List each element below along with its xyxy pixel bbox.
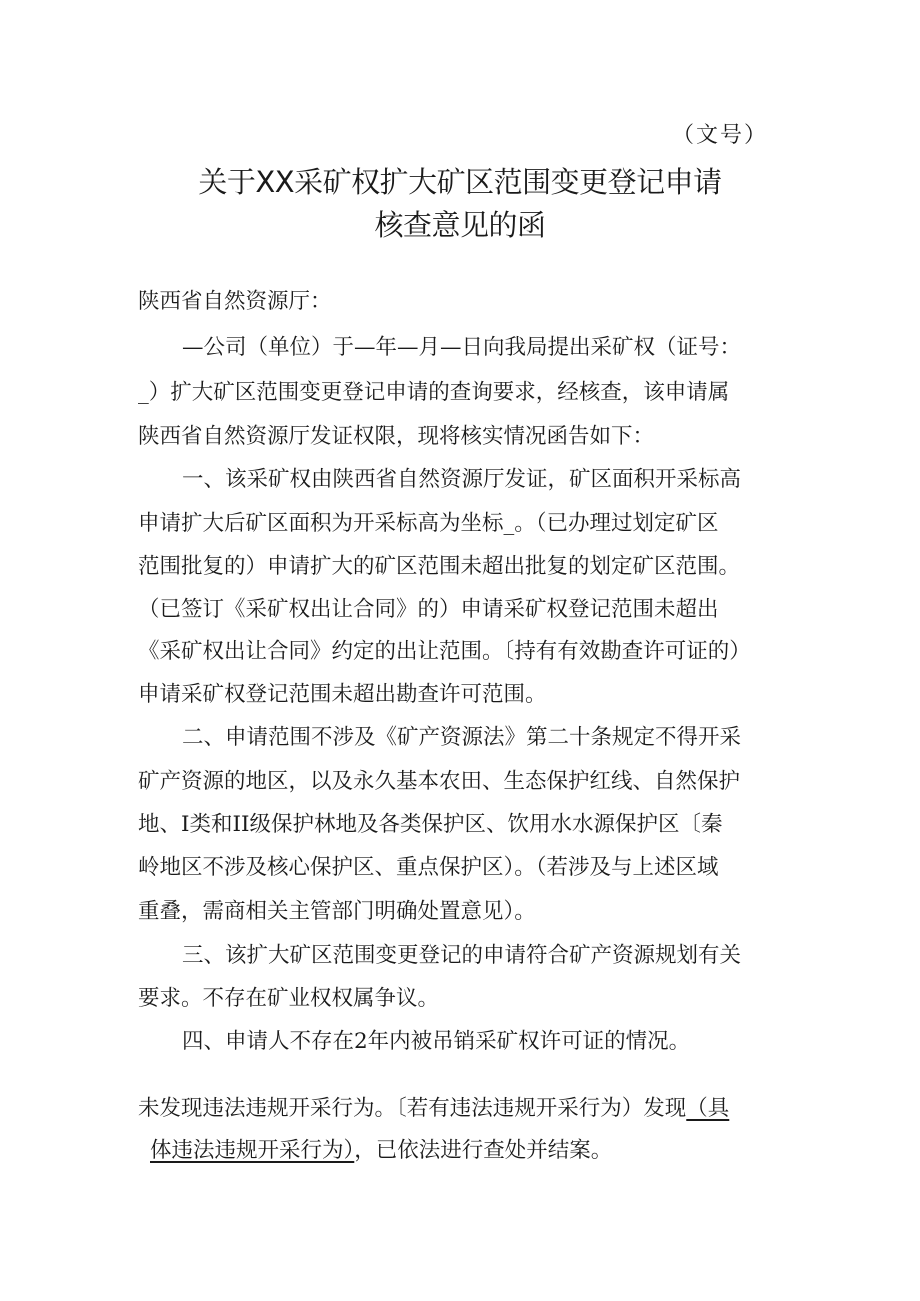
underlined-text: 体违法违规开采行为） [150, 1138, 355, 1163]
body-line: 《采矿权出让合同》约定的出让范围。〔持有有效勘查许可证的） [138, 639, 751, 664]
body-line: 申请扩大后矿区面积为开采标高为坐标_。（已办理过划定矿区 [138, 511, 719, 536]
underlined-text: （具 [686, 1096, 730, 1121]
title-line-2: 核查意见的函 [374, 208, 546, 242]
body-line: 一、该采矿权由陕西省自然资源厅发证，矿区面积开采标高 [182, 467, 742, 492]
recipient: 陕西省自然资源厅： [138, 289, 332, 314]
body-line [138, 1094, 729, 1124]
body-line: 要求。不存在矿业权权属争议。 [138, 986, 440, 1011]
body-line: （已签订《采矿权出让合同》的）申请采矿权登记范围未超出 [138, 597, 719, 622]
body-line: 岭地区不涉及核心保护区、重点保护区）。（若涉及与上述区域 [138, 855, 719, 880]
body-line: 地、I类和II级保护林地及各类保护区、饮用水水源保护区〔秦 [138, 812, 723, 837]
body-line: 矿产资源的地区，以及永久基本农田、生态保护红线、自然保护 [138, 769, 741, 794]
body-line: _）扩大矿区范围变更登记申请的查询要求，经核查，该申请属 [138, 380, 730, 405]
body-line: 三、该扩大矿区范围变更登记的申请符合矿产资源规划有关 [182, 943, 742, 968]
title-line-1: 关于XX采矿权扩大矿区范围变更登记申请 [198, 165, 722, 199]
body-line: 范围批复的）申请扩大的矿区范围未超出批复的划定矿区范围。 [138, 554, 741, 579]
body-text: ，已依法进行查处并结案。 [354, 1138, 613, 1163]
body-line: —公司（单位）于—年—月—日向我局提出采矿权（证号： [182, 335, 742, 360]
body-line: 申请采矿权登记范围未超出勘查许可范围。 [138, 682, 547, 707]
doc-number: （文号） [672, 123, 769, 148]
body-text: 未发现违法违规开采行为。〔若有违法违规开采行为）发现 [138, 1096, 687, 1121]
body-line [150, 1136, 612, 1166]
body-line: 重叠，需商相关主管部门明确处置意见）。 [138, 899, 536, 924]
body-line: 四、申请人不存在2年内被吊销采矿权许可证的情况。 [182, 1029, 691, 1054]
body-line: 陕西省自然资源厅发证权限，现将核实情况函告如下： [138, 424, 655, 449]
body-line: 二、申请范围不涉及《矿产资源法》第二十条规定不得开采 [182, 725, 742, 750]
